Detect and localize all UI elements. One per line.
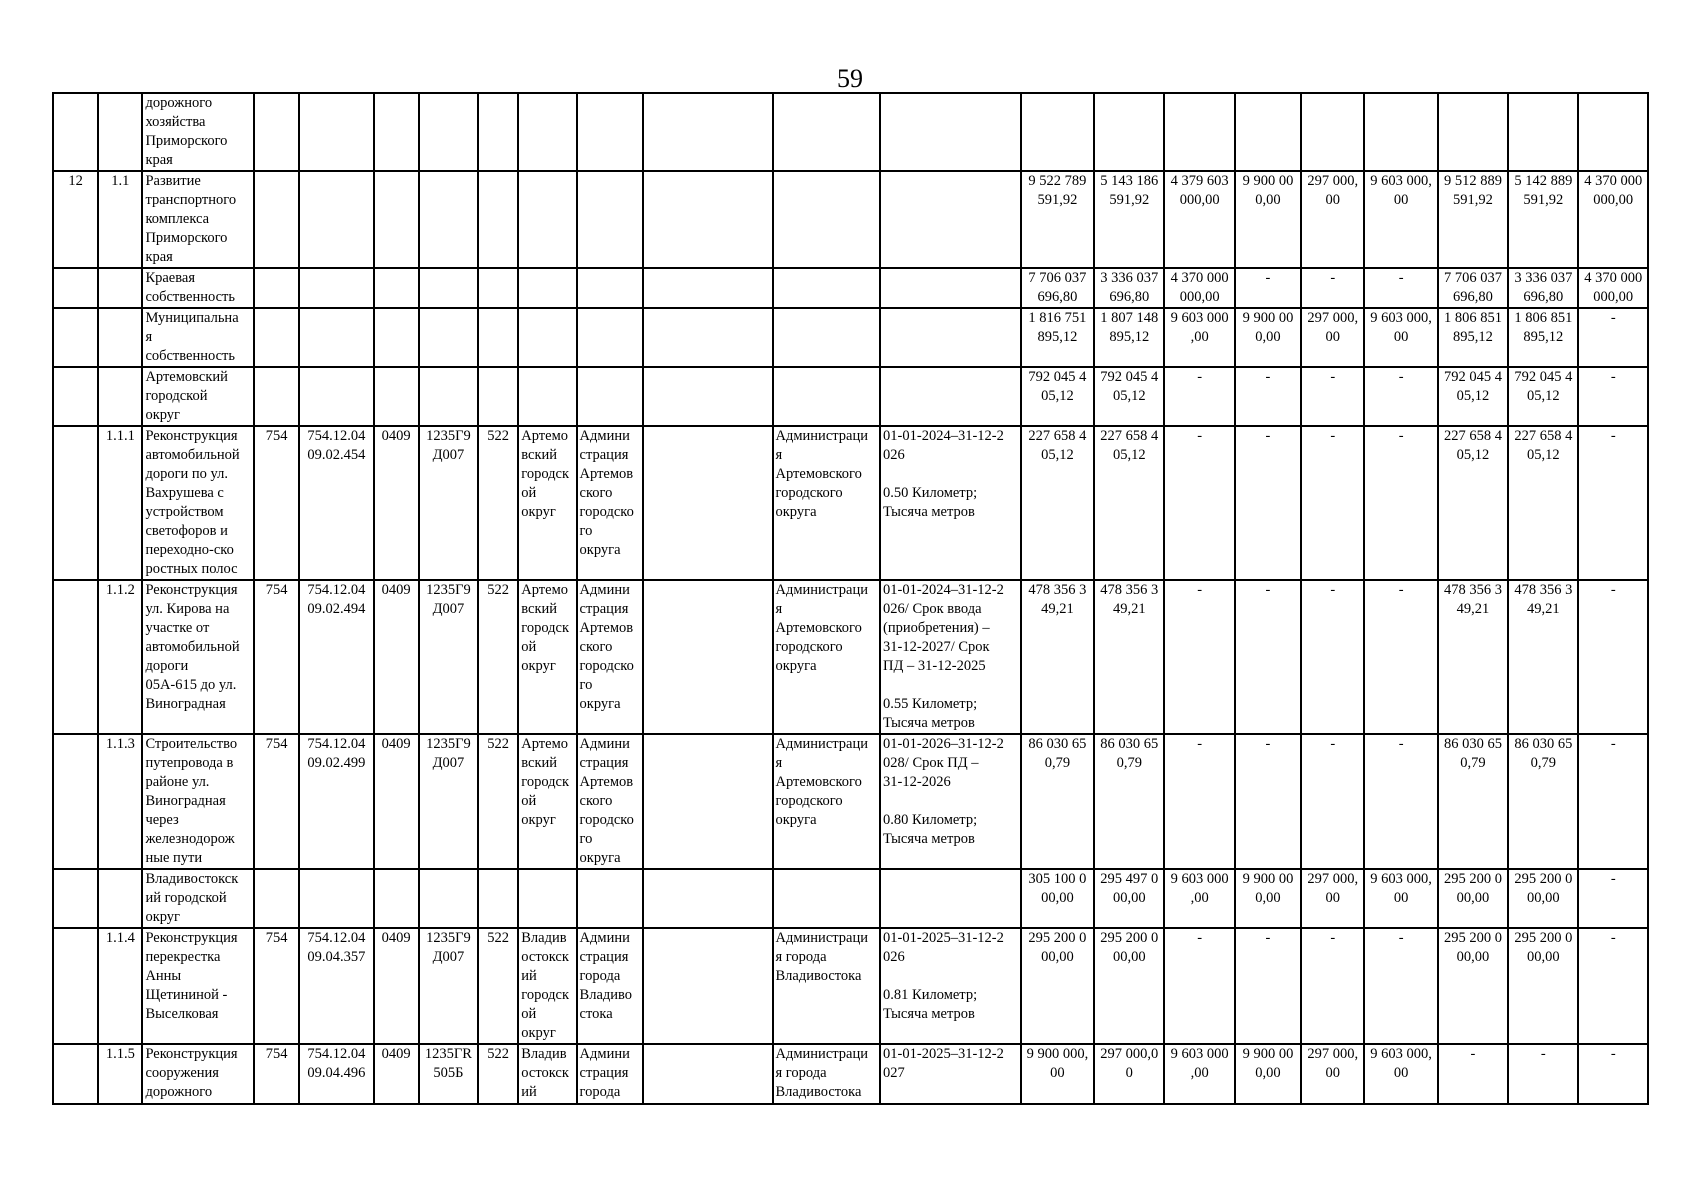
cell-sum-2: 4 370 000 000,00	[1164, 268, 1234, 308]
table-row	[53, 580, 1648, 734]
cell-name: дорожного хозяйства Приморского края	[142, 93, 254, 171]
cell-total-sum: 7 706 037 696,80	[1021, 268, 1094, 308]
table-row	[53, 171, 1648, 268]
cell-sum-5: 9 603 000, 00	[1364, 1044, 1437, 1104]
cell-sum-7	[1508, 93, 1578, 171]
cell-row-number	[53, 1044, 98, 1104]
cell-sum-8: -	[1578, 308, 1648, 367]
cell-grbs	[254, 93, 299, 171]
cell-sum-5: -	[1364, 734, 1437, 869]
cell-target-article: 754.12.04 09.02.499	[299, 734, 373, 869]
cell-code	[98, 268, 142, 308]
cell-grbs	[254, 171, 299, 268]
cell-period-capacity	[880, 367, 1021, 426]
cell-csr: 1235Г9 Д007	[419, 580, 478, 734]
cell-name: Владивостокск ий городской округ	[142, 869, 254, 928]
cell-sum-5: 9 603 000, 00	[1364, 308, 1437, 367]
cell-sum-6: 1 806 851 895,12	[1438, 308, 1508, 367]
cell-sum-5: -	[1364, 426, 1437, 580]
cell-sum-5: -	[1364, 268, 1437, 308]
cell-customer: Админи страция Артемов ского городско го округа	[577, 734, 643, 869]
cell-period-capacity	[880, 268, 1021, 308]
cell-municipality: Артемо вский городск ой округ	[518, 426, 576, 580]
cell-sum-7: 295 200 0 00,00	[1508, 928, 1578, 1044]
cell-note	[643, 734, 773, 869]
cell-sum-3: 9 900 00 0,00	[1235, 869, 1301, 928]
cell-executor: Администраци я Артемовского городского округа	[773, 580, 881, 734]
cell-period-capacity	[880, 93, 1021, 171]
cell-code	[98, 93, 142, 171]
cell-sum-4: 297 000, 00	[1301, 869, 1364, 928]
cell-customer	[577, 367, 643, 426]
cell-sum-6: 478 356 3 49,21	[1438, 580, 1508, 734]
cell-sum-2: 9 603 000 ,00	[1164, 308, 1234, 367]
cell-sum-7: 227 658 4 05,12	[1508, 426, 1578, 580]
cell-sum-1	[1094, 93, 1164, 171]
cell-grbs: 754	[254, 734, 299, 869]
cell-csr: 1235Г9 Д007	[419, 734, 478, 869]
cell-sum-4: -	[1301, 426, 1364, 580]
cell-sum-7: 295 200 0 00,00	[1508, 869, 1578, 928]
cell-customer	[577, 171, 643, 268]
table-row	[53, 367, 1648, 426]
cell-sum-7: 3 336 037 696,80	[1508, 268, 1578, 308]
table-row	[53, 268, 1648, 308]
cell-sum-6: 227 658 4 05,12	[1438, 426, 1508, 580]
cell-csr: 1235Г9 Д007	[419, 426, 478, 580]
cell-executor	[773, 171, 881, 268]
cell-municipality: Владив остокск ий городск ой округ	[518, 928, 576, 1044]
cell-grbs	[254, 869, 299, 928]
cell-sum-7: 86 030 65 0,79	[1508, 734, 1578, 869]
cell-executor	[773, 268, 881, 308]
cell-sum-4: -	[1301, 734, 1364, 869]
cell-sum-5	[1364, 93, 1437, 171]
cell-vr	[478, 308, 518, 367]
cell-target-article: 754.12.04 09.04.357	[299, 928, 373, 1044]
cell-sum-5: -	[1364, 928, 1437, 1044]
cell-period-capacity	[880, 308, 1021, 367]
cell-sum-3: 9 900 00 0,00	[1235, 1044, 1301, 1104]
cell-note	[643, 426, 773, 580]
cell-municipality: Артемо вский городск ой округ	[518, 580, 576, 734]
cell-sum-1: 295 200 0 00,00	[1094, 928, 1164, 1044]
cell-note	[643, 268, 773, 308]
cell-total-sum: 9 522 789 591,92	[1021, 171, 1094, 268]
cell-row-number	[53, 426, 98, 580]
cell-period-capacity: 01-01-2024–31-12-2 026 0.50 Километр; Тысяча метров	[880, 426, 1021, 580]
cell-code: 1.1.5	[98, 1044, 142, 1104]
cell-row-number	[53, 869, 98, 928]
cell-sum-8: -	[1578, 869, 1648, 928]
cell-section: 0409	[374, 1044, 419, 1104]
cell-total-sum: 478 356 3 49,21	[1021, 580, 1094, 734]
cell-sum-2: 9 603 000 ,00	[1164, 869, 1234, 928]
cell-municipality	[518, 308, 576, 367]
cell-sum-2: -	[1164, 367, 1234, 426]
cell-municipality	[518, 171, 576, 268]
cell-row-number	[53, 580, 98, 734]
cell-grbs: 754	[254, 1044, 299, 1104]
cell-sum-4: -	[1301, 268, 1364, 308]
cell-period-capacity	[880, 869, 1021, 928]
cell-vr	[478, 268, 518, 308]
cell-customer	[577, 869, 643, 928]
cell-name: Краевая собственность	[142, 268, 254, 308]
cell-period-capacity	[880, 171, 1021, 268]
cell-municipality: Артемо вский городск ой округ	[518, 734, 576, 869]
cell-csr	[419, 367, 478, 426]
cell-sum-4: 297 000, 00	[1301, 308, 1364, 367]
cell-sum-3: -	[1235, 367, 1301, 426]
cell-sum-1: 3 336 037 696,80	[1094, 268, 1164, 308]
cell-sum-6: 9 512 889 591,92	[1438, 171, 1508, 268]
cell-section	[374, 367, 419, 426]
cell-sum-3: -	[1235, 426, 1301, 580]
cell-code: 1.1.4	[98, 928, 142, 1044]
cell-sum-8: 4 370 000 000,00	[1578, 171, 1648, 268]
cell-grbs: 754	[254, 580, 299, 734]
cell-csr: 1235Г9 Д007	[419, 928, 478, 1044]
cell-sum-6: 792 045 4 05,12	[1438, 367, 1508, 426]
cell-customer: Админи страция города	[577, 1044, 643, 1104]
cell-sum-2: -	[1164, 580, 1234, 734]
cell-municipality	[518, 869, 576, 928]
cell-section: 0409	[374, 734, 419, 869]
cell-sum-3: -	[1235, 734, 1301, 869]
cell-period-capacity: 01-01-2024–31-12-2 026/ Срок ввода (приобретения) – 31-12-2027/ Срок ПД – 31-12-2025 0.55 Километр; Тысяча метров	[880, 580, 1021, 734]
table-row	[53, 426, 1648, 580]
cell-executor: Администраци я Артемовского городского округа	[773, 426, 881, 580]
cell-note	[643, 308, 773, 367]
cell-csr	[419, 93, 478, 171]
cell-target-article	[299, 93, 373, 171]
cell-grbs	[254, 268, 299, 308]
cell-target-article: 754.12.04 09.02.494	[299, 580, 373, 734]
cell-sum-4: -	[1301, 367, 1364, 426]
cell-municipality	[518, 93, 576, 171]
cell-sum-3: -	[1235, 928, 1301, 1044]
cell-code: 1.1.2	[98, 580, 142, 734]
table-row	[53, 308, 1648, 367]
cell-row-number	[53, 268, 98, 308]
cell-section	[374, 308, 419, 367]
cell-sum-3	[1235, 93, 1301, 171]
cell-sum-8: -	[1578, 426, 1648, 580]
cell-sum-7: 1 806 851 895,12	[1508, 308, 1578, 367]
cell-total-sum: 295 200 0 00,00	[1021, 928, 1094, 1044]
cell-section	[374, 869, 419, 928]
cell-note	[643, 93, 773, 171]
cell-vr: 522	[478, 426, 518, 580]
cell-csr	[419, 171, 478, 268]
cell-target-article	[299, 268, 373, 308]
cell-period-capacity: 01-01-2025–31-12-2 026 0.81 Километр; Тысяча метров	[880, 928, 1021, 1044]
cell-vr	[478, 93, 518, 171]
cell-row-number	[53, 308, 98, 367]
cell-sum-8	[1578, 93, 1648, 171]
cell-row-number	[53, 367, 98, 426]
cell-section	[374, 171, 419, 268]
cell-municipality	[518, 367, 576, 426]
page-number: 59	[837, 64, 863, 93]
cell-note	[643, 1044, 773, 1104]
cell-name: Строительство путепровода в районе ул. Виноградная через железнодорож ные пути	[142, 734, 254, 869]
cell-sum-1: 1 807 148 895,12	[1094, 308, 1164, 367]
cell-code: 1.1.3	[98, 734, 142, 869]
cell-sum-5: 9 603 000, 00	[1364, 171, 1437, 268]
cell-note	[643, 367, 773, 426]
cell-sum-6: 7 706 037 696,80	[1438, 268, 1508, 308]
cell-code	[98, 869, 142, 928]
cell-code: 1.1.1	[98, 426, 142, 580]
cell-vr: 522	[478, 1044, 518, 1104]
table-row	[53, 93, 1648, 171]
cell-period-capacity: 01-01-2025–31-12-2 027	[880, 1044, 1021, 1104]
cell-sum-2: 9 603 000 ,00	[1164, 1044, 1234, 1104]
cell-name: Артемовский городской округ	[142, 367, 254, 426]
cell-sum-1: 792 045 4 05,12	[1094, 367, 1164, 426]
cell-sum-2: -	[1164, 426, 1234, 580]
cell-grbs: 754	[254, 426, 299, 580]
cell-executor: Администраци я города Владивостока	[773, 928, 881, 1044]
cell-sum-5: 9 603 000, 00	[1364, 869, 1437, 928]
cell-executor	[773, 869, 881, 928]
cell-total-sum: 792 045 4 05,12	[1021, 367, 1094, 426]
cell-sum-1: 227 658 4 05,12	[1094, 426, 1164, 580]
cell-total-sum: 86 030 65 0,79	[1021, 734, 1094, 869]
cell-municipality	[518, 268, 576, 308]
program-table	[52, 92, 1649, 1105]
cell-grbs: 754	[254, 928, 299, 1044]
table-row	[53, 869, 1648, 928]
cell-customer	[577, 308, 643, 367]
cell-sum-7: 478 356 3 49,21	[1508, 580, 1578, 734]
cell-sum-2: 4 379 603 000,00	[1164, 171, 1234, 268]
cell-period-capacity: 01-01-2026–31-12-2 028/ Срок ПД – 31-12-2026 0.80 Километр; Тысяча метров	[880, 734, 1021, 869]
cell-executor: Администраци я города Владивостока	[773, 1044, 881, 1104]
cell-municipality: Владив остокск ий	[518, 1044, 576, 1104]
cell-row-number	[53, 93, 98, 171]
cell-sum-8: 4 370 000 000,00	[1578, 268, 1648, 308]
cell-sum-6: 295 200 0 00,00	[1438, 869, 1508, 928]
table-row	[53, 734, 1648, 869]
table-row	[53, 1044, 1648, 1104]
cell-sum-6	[1438, 93, 1508, 171]
cell-name: Реконструкция автомобильной дороги по ул. Вахрушева с устройством светофоров и переходно-ско ростных полос	[142, 426, 254, 580]
cell-vr: 522	[478, 928, 518, 1044]
cell-total-sum: 227 658 4 05,12	[1021, 426, 1094, 580]
cell-sum-1: 295 497 0 00,00	[1094, 869, 1164, 928]
cell-executor	[773, 93, 881, 171]
cell-note	[643, 928, 773, 1044]
cell-sum-2	[1164, 93, 1234, 171]
cell-grbs	[254, 308, 299, 367]
cell-sum-7: 792 045 4 05,12	[1508, 367, 1578, 426]
cell-sum-6: 295 200 0 00,00	[1438, 928, 1508, 1044]
cell-sum-4: -	[1301, 928, 1364, 1044]
cell-sum-2: -	[1164, 734, 1234, 869]
cell-section: 0409	[374, 426, 419, 580]
cell-customer	[577, 268, 643, 308]
cell-note	[643, 171, 773, 268]
cell-vr: 522	[478, 734, 518, 869]
cell-executor: Администраци я Артемовского городского округа	[773, 734, 881, 869]
cell-target-article	[299, 171, 373, 268]
cell-total-sum: 9 900 000, 00	[1021, 1044, 1094, 1104]
cell-executor	[773, 367, 881, 426]
cell-customer: Админи страция города Владиво стока	[577, 928, 643, 1044]
cell-sum-5: -	[1364, 580, 1437, 734]
cell-csr	[419, 268, 478, 308]
cell-sum-3: 9 900 00 0,00	[1235, 171, 1301, 268]
cell-code	[98, 367, 142, 426]
cell-sum-4	[1301, 93, 1364, 171]
cell-total-sum	[1021, 93, 1094, 171]
cell-row-number	[53, 928, 98, 1044]
cell-sum-2: -	[1164, 928, 1234, 1044]
cell-sum-5: -	[1364, 367, 1437, 426]
cell-vr	[478, 869, 518, 928]
cell-name: Муниципальна я собственность	[142, 308, 254, 367]
cell-vr: 522	[478, 580, 518, 734]
cell-section	[374, 268, 419, 308]
cell-code	[98, 308, 142, 367]
cell-sum-3: -	[1235, 580, 1301, 734]
cell-customer	[577, 93, 643, 171]
cell-sum-8: -	[1578, 1044, 1648, 1104]
cell-target-article	[299, 367, 373, 426]
cell-sum-1: 297 000,0 0	[1094, 1044, 1164, 1104]
cell-sum-1: 5 143 186 591,92	[1094, 171, 1164, 268]
cell-vr	[478, 367, 518, 426]
cell-sum-1: 86 030 65 0,79	[1094, 734, 1164, 869]
cell-row-number	[53, 734, 98, 869]
cell-target-article: 754.12.04 09.02.454	[299, 426, 373, 580]
cell-note	[643, 580, 773, 734]
cell-sum-4: 297 000, 00	[1301, 1044, 1364, 1104]
cell-sum-8: -	[1578, 734, 1648, 869]
cell-row-number: 12	[53, 171, 98, 268]
cell-csr	[419, 869, 478, 928]
cell-name: Развитие транспортного комплекса Приморского края	[142, 171, 254, 268]
cell-executor	[773, 308, 881, 367]
cell-target-article	[299, 308, 373, 367]
cell-target-article	[299, 869, 373, 928]
cell-sum-6: 86 030 65 0,79	[1438, 734, 1508, 869]
cell-total-sum: 305 100 0 00,00	[1021, 869, 1094, 928]
cell-section: 0409	[374, 580, 419, 734]
cell-sum-1: 478 356 3 49,21	[1094, 580, 1164, 734]
cell-vr	[478, 171, 518, 268]
cell-grbs	[254, 367, 299, 426]
cell-section: 0409	[374, 928, 419, 1044]
cell-name: Реконструкция перекрестка Анны Щетининой - Выселковая	[142, 928, 254, 1044]
cell-customer: Админи страция Артемов ского городско го округа	[577, 580, 643, 734]
cell-sum-6: -	[1438, 1044, 1508, 1104]
cell-sum-7: 5 142 889 591,92	[1508, 171, 1578, 268]
cell-sum-8: -	[1578, 928, 1648, 1044]
cell-customer: Админи страция Артемов ского городско го округа	[577, 426, 643, 580]
cell-sum-3: 9 900 00 0,00	[1235, 308, 1301, 367]
cell-target-article: 754.12.04 09.04.496	[299, 1044, 373, 1104]
cell-csr	[419, 308, 478, 367]
cell-csr: 1235ГR 505Б	[419, 1044, 478, 1104]
cell-sum-4: 297 000, 00	[1301, 171, 1364, 268]
cell-section	[374, 93, 419, 171]
cell-sum-7: -	[1508, 1044, 1578, 1104]
cell-code: 1.1	[98, 171, 142, 268]
cell-note	[643, 869, 773, 928]
cell-sum-8: -	[1578, 367, 1648, 426]
table-row	[53, 928, 1648, 1044]
cell-name: Реконструкция ул. Кирова на участке от автомобильной дороги 05А-615 до ул. Виноградная	[142, 580, 254, 734]
cell-sum-4: -	[1301, 580, 1364, 734]
cell-sum-8: -	[1578, 580, 1648, 734]
cell-name: Реконструкция сооружения дорожного	[142, 1044, 254, 1104]
cell-total-sum: 1 816 751 895,12	[1021, 308, 1094, 367]
cell-sum-3: -	[1235, 268, 1301, 308]
